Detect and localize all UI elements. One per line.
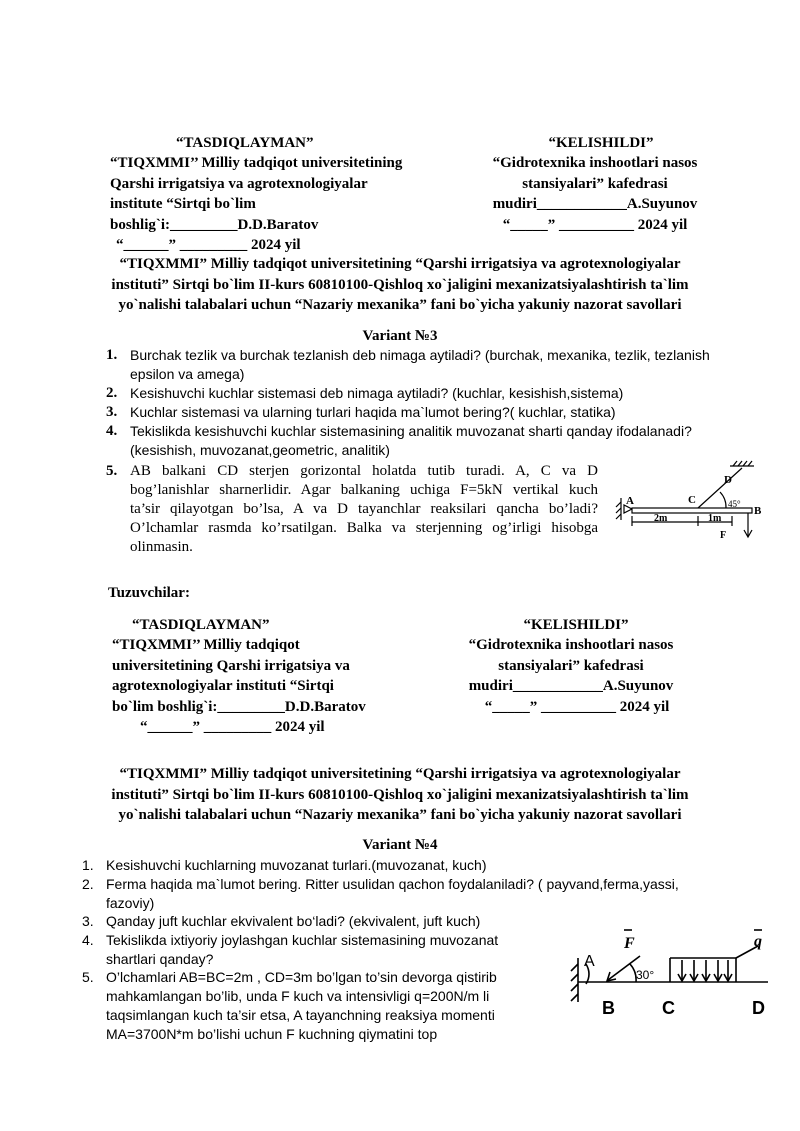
title-line: instituti” Sirtqi bo`lim II-kurs 60810100-Qishloq xo`jaligini mexanizatsiyalashtirish ta`lim (111, 276, 689, 293)
approval-heading: “TASDIQLAYMAN” (176, 135, 314, 151)
approval-line: agrotexnologiyalar instituti “Sirtqi (112, 678, 334, 695)
agreement-heading: “KELISHILDI” (548, 135, 654, 151)
label-dim-2m: 2m (654, 513, 668, 524)
question-text: (kesishish, muvozanat,geometric, analitik) (130, 442, 390, 458)
approval-signature: boshlig`i:_________D.D.Baratov (110, 216, 319, 233)
question-text: MA=3700N*m bo’lishi uchun F kuchning qiymatini top (106, 1026, 438, 1042)
label-c: C (662, 998, 675, 1018)
question-item (106, 346, 746, 384)
approval-line: universitetining Qarshi irrigatsiya va (112, 657, 350, 674)
approval-block-v4 (112, 615, 366, 737)
approval-line: “TIQXMMI’’ Milliy tadqiqot universitetining (110, 155, 403, 172)
question-text: ta’sir qilayotgan bo’lsa, A va D tayanchlar reaksilari qancha bo’ladi? (130, 501, 598, 517)
agreement-block-v3 (470, 133, 720, 235)
agreement-date: “_____” __________ 2024 yil (502, 216, 688, 233)
question-text: bog’lanishlar sharnerlidir. Agar balkaning uchiga F=5kN vertikal kuch (130, 482, 598, 498)
question-text: O’lchamlari AB=BC=2m , CD=3m bo’lgan to’sin devorga qistirib (106, 969, 497, 985)
approval-line: “TIQXMMI’’ Milliy tadqiqot (112, 637, 300, 654)
agreement-line: stansiyalari” kafedrasi (522, 175, 668, 192)
label-angle: 30° (636, 968, 655, 982)
question-text: Tekislikda ixtiyoriy joylashgan kuchlar sistemasining muvozanat (106, 932, 499, 948)
question-number: 2. (82, 876, 94, 892)
label-a: A (584, 953, 595, 970)
question-item (106, 403, 746, 422)
cantilever-beam-figure (558, 924, 780, 1024)
question-number: 5. (106, 463, 118, 479)
label-f: F (624, 935, 635, 952)
question-item (82, 931, 542, 969)
question-text: Kesishuvchi kuchlarning muvozanat turlari.(muvozanat, kuch) (106, 857, 487, 873)
question-text: fazoviy) (106, 895, 155, 911)
label-b: B (754, 505, 762, 517)
question-number: 4. (82, 932, 94, 948)
label-dim-1m: 1m (708, 513, 722, 524)
agreement-signature: mudiri____________A.Suyunov (492, 196, 698, 213)
agreement-heading: “KELISHILDI” (523, 617, 629, 633)
question-text: mahkamlangan bo’lib, unda F kuch va intensivligi q=200N/m li (106, 988, 490, 1004)
beam-rod-figure (612, 460, 772, 544)
question-number: 5. (82, 969, 94, 985)
question-item (82, 968, 542, 1044)
approval-heading: “TASDIQLAYMAN” (132, 617, 270, 633)
question-text: olinmasin. (130, 539, 193, 555)
variant-heading-v4: Variant №4 (362, 837, 438, 853)
label-a: A (626, 495, 634, 507)
agreement-signature: mudiri____________A.Suyunov (468, 678, 674, 695)
question-text: shartlari qanday? (106, 951, 214, 967)
question-text: O’lchamlar rasmda ko’rsatilgan. Balka va sterjenning og’irligi hisobga (130, 520, 598, 536)
question-number: 3. (82, 913, 94, 929)
question-item (106, 462, 598, 557)
title-line: yo`nalishi talabalari uchun “Nazariy mexanika” fani bo`yicha yakuniy nazorat savollari (118, 297, 682, 314)
question-text: taqsimlangan kuch ta’sir etsa, A tayanchning reaksiya momenti (106, 1007, 495, 1023)
title-line: “TIQXMMI” Milliy tadqiqot universitetining “Qarshi irrigatsiya va agrotexnologiyalar (119, 256, 681, 272)
title-v4 (0, 764, 800, 826)
question-text: Tekislikda kesishuvchi kuchlar sistemasining analitik muvozanat sharti qanday ifodalanadi? (130, 423, 692, 439)
question-number: 1. (82, 857, 94, 873)
label-d: D (752, 998, 765, 1018)
question-text: Burchak tezlik va burchak tezlanish deb nimaga aytiladi? (burchak, mexanika, tezlik, tezlanish (130, 347, 710, 363)
label-d: D (724, 474, 732, 486)
title-line: yo`nalishi talabalari uchun “Nazariy mexanika” fani bo`yicha yakuniy nazorat savollari (118, 807, 682, 824)
approval-date: “______” _________ 2024 yil (140, 719, 325, 736)
approval-block-v3 (110, 133, 402, 255)
label-c: C (688, 494, 696, 506)
question-number: 1. (106, 347, 118, 363)
label-q: q (754, 933, 762, 950)
question-text: Qanday juft kuchlar ekvivalent bo‘ladi? (ekvivalent, juft kuch) (106, 913, 481, 929)
approval-signature: bo`lim boshlig`i:_________D.D.Baratov (112, 698, 366, 715)
question-item (106, 422, 746, 460)
label-f: F (720, 530, 727, 541)
question-number: 4. (106, 423, 118, 439)
question-text: Ferma haqida ma`lumot bering. Ritter usulidan qachon foydalaniladi? ( payvand,ferma,yassi, (106, 876, 679, 892)
question-number: 3. (106, 404, 118, 420)
question-text: AB balkani CD sterjen gorizontal holatda tutib turadi. A, C va D (130, 463, 598, 479)
approval-line: institute “Sirtqi bo`lim (110, 196, 256, 213)
agreement-block-v4 (446, 615, 696, 717)
label-b: B (602, 998, 615, 1018)
question-item (106, 384, 746, 403)
title-line: instituti” Sirtqi bo`lim II-kurs 60810100-Qishloq xo`jaligini mexanizatsiyalashtirish ta`lim (111, 786, 689, 803)
title-line: “TIQXMMI” Milliy tadqiqot universitetining “Qarshi irrigatsiya va agrotexnologiyalar (119, 766, 681, 782)
agreement-line: “Gidrotexnika inshootlari nasos (492, 155, 698, 172)
question-item (82, 856, 742, 875)
question-item (82, 875, 742, 913)
agreement-date: “_____” __________ 2024 yil (484, 698, 670, 715)
compilers-label: Tuzuvchilar: (108, 585, 190, 601)
variant-heading-v3: Variant №3 (362, 328, 438, 344)
question-text: Kesishuvchi kuchlar sistemasi deb nimaga aytiladi? (kuchlar, kesishish,sistema) (130, 385, 624, 401)
question-text: epsilon va amega) (130, 366, 245, 382)
approval-date: “______” _________ 2024 yil (116, 237, 301, 254)
question-number: 2. (106, 385, 118, 401)
agreement-line: “Gidrotexnika inshootlari nasos (468, 637, 674, 654)
label-angle: 45° (728, 499, 741, 509)
approval-line: Qarshi irrigatsiya va agrotexnologiyalar (110, 175, 368, 192)
question-text: Kuchlar sistemasi va ularning turlari haqida ma`lumot bering?( kuchlar, statika) (130, 404, 616, 420)
title-v3 (0, 254, 800, 316)
agreement-line: stansiyalari” kafedrasi (498, 657, 644, 674)
